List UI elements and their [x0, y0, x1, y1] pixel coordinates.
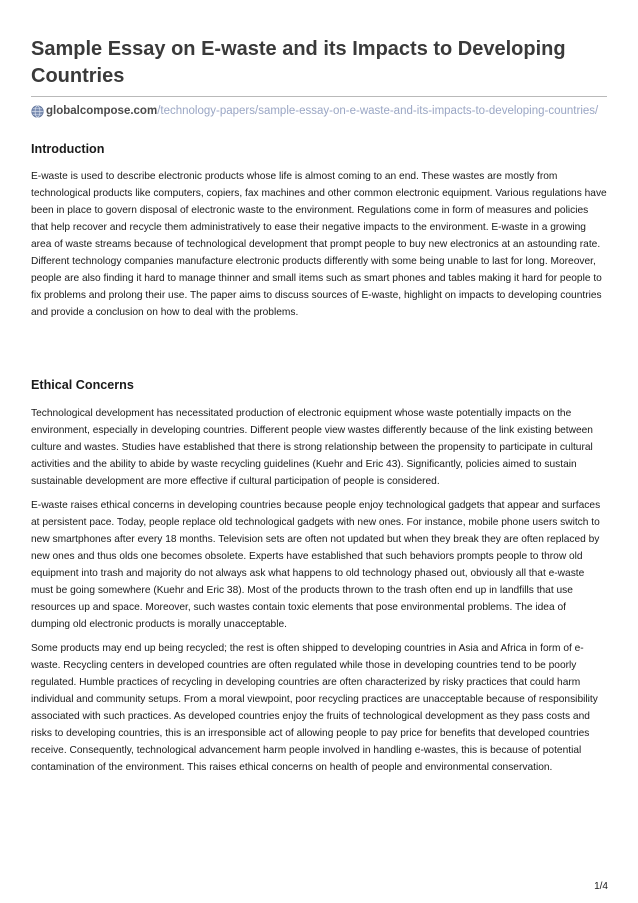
introduction-heading: Introduction	[31, 142, 105, 156]
document-title: Sample Essay on E-waste and its Impacts to Developing Countries	[31, 38, 566, 87]
globe-icon	[31, 105, 44, 118]
ethical-paragraph-2: E-waste raises ethical concerns in developing countries because people enjoy technological gadgets that appear and surfaces at persistent pace. Today, people replace old technological gadgets with new ones. For instance, mobile phone users switch to new smartphones after every 18 months. Television sets are often not updated but when they break they are often replaced by new ones and thus olds one becomes obsolete. Experts have established that such behaviors prompts people to throw old equipment into trash and majority do not always ask what happens to old technology phased out, obviously all that e-waste must be going somewhere (Kuehr and Eric 38). Most of the products thrown to the trash often end up in landfills that use resources up and space. Moreover, such wastes contain toxic elements that pose environmental problems. The idea of dumping old electronic products is morally unacceptable.	[31, 500, 601, 630]
introduction-paragraph: E-waste is used to describe electronic products whose life is almost coming to an end. These wastes are mostly from technological products like computers, copiers, fax machines and other common electronic equipment. Various regulations have been in place to govern disposal of electronic waste to the environment. Regulations come in form of measures and policies that help recover and recycle them administratively to ease their negative impacts to the environment. E-waste in a growing area of waste streams because of technological development that prompt people to buy new electronics at an astounding rate. Different technology companies manufacture electronic products differently with some being unable to last for long. Moreover, people are also finding it hard to manage thinner and small items such as smart phones and tables making it hard for people to fix problems and prolong their use. The paper aims to discuss sources of E-waste, highlight on impacts to developing countries and provide a conclusion on how to deal with the problems.	[31, 171, 607, 318]
ethical-paragraph-1: Technological development has necessitated production of electronic equipment whose waste potentially impacts on the environment, especially in developing countries. Different people view wastes differently because of the link existing between culture and wastes. Studies have established that there is strong relationship between the propensity to participate in cultural activities and the ability to abide by waste recycling guidelines (Kuehr and Eric 43). Significantly, policies aimed to sustain sustainable development are more effective if cultural participation of people is considered.	[31, 408, 593, 487]
page-number: 1/4	[594, 881, 608, 892]
ethical-paragraph-3: Some products may end up being recycled; the rest is often shipped to developing countries in Asia and Africa in form of e-waste. Recycling centers in developed countries are often regulated while those in developing countries tend to be poorly regulated. Humble practices of recycling in developing countries are often characterized by risky practices that could harm individual and community setups. From a moral viewpoint, poor recycling practices are unacceptable because of responsibility associated with such practices. As developed countries enjoy the fruits of technological development as they pass costs and risks to developing countries, this is an irresponsible act of allowing people to pay price for benefits that developed countries receive. Consequently, technological advancement harm people involved in handling e-wastes, this is because of potential contamination of the environment. This raises ethical concerns on health of people and environmental conservation.	[31, 643, 598, 773]
source-line	[31, 103, 607, 119]
title-divider	[31, 96, 607, 97]
ethical-concerns-heading: Ethical Concerns	[31, 378, 134, 392]
source-path-link[interactable]: /technology-papers/sample-essay-on-e-waste-and-its-impacts-to-developing-countries/	[157, 105, 599, 117]
source-domain-link[interactable]: globalcompose.com	[46, 105, 158, 117]
